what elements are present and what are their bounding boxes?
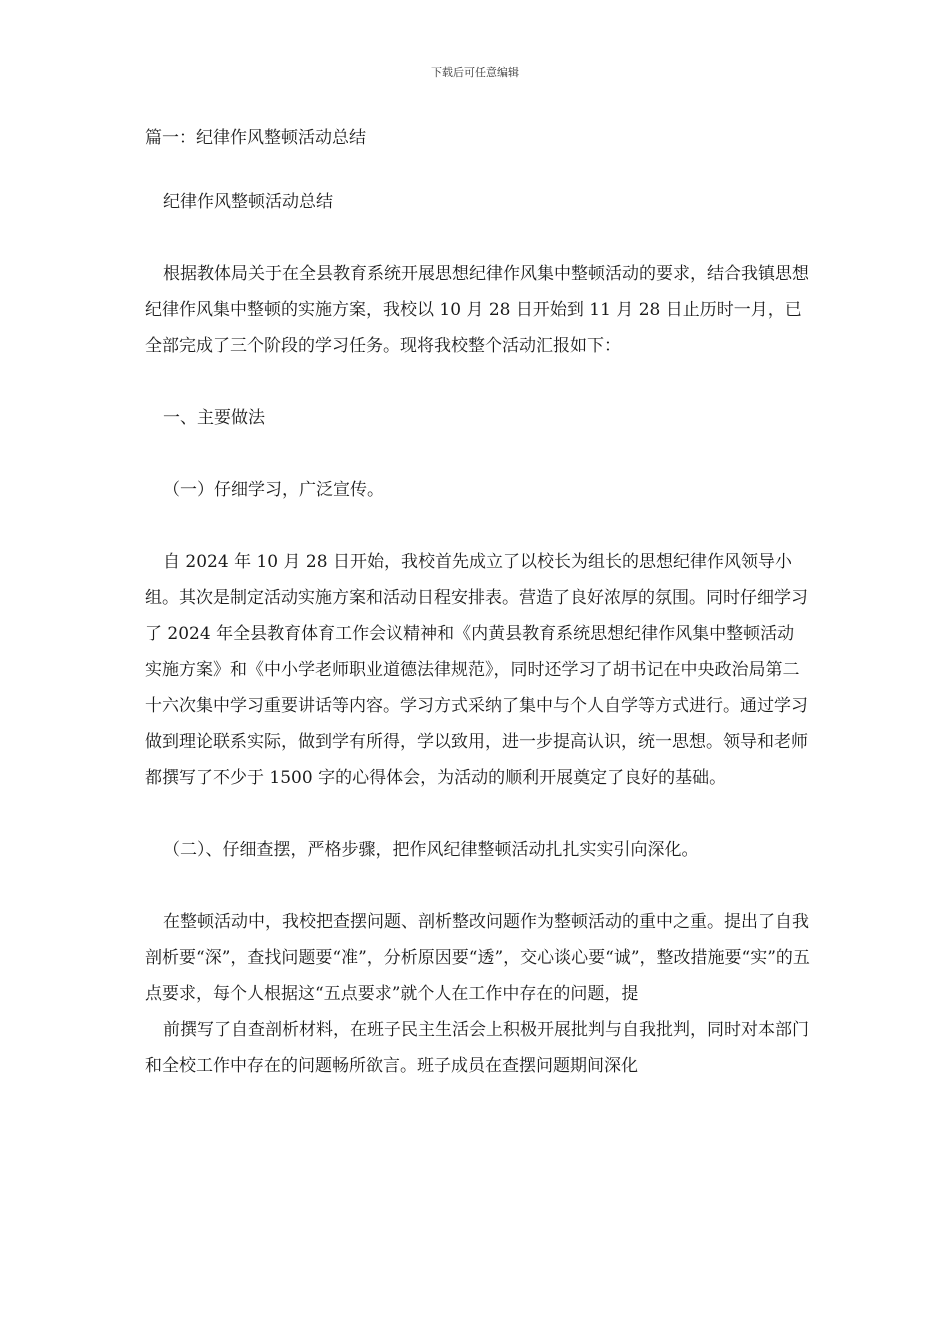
paragraph-inspection-continued: 前撰写了自查剖析材料，在班子民主生活会上积极开展批判与自我批判，同时对本部门和全校工作中存在的问题畅所欲言。班子成员在查摆问题期间深化 [145,1020,809,1076]
section-heading-main-practices: 一、主要做法 [163,408,265,428]
subsection-heading-study: （一）仔细学习，广泛宣传。 [163,480,384,500]
document-body [145,120,810,1084]
subsection-heading-inspection: （二）、仔细查摆，严格步骤，把作风纪律整顿活动扎扎实实引向深化。 [163,840,699,860]
document-subtitle: 纪律作风整顿活动总结 [163,192,333,212]
paragraph-study: 自 2024 年 10 月 28 日开始，我校首先成立了以校长为组长的思想纪律作风领导小组。其次是制定活动实施方案和活动日程安排表。营造了良好浓厚的氛围。同时仔细学习了 2024 年全县教育体育工作会议精神和《内黄县教育系统思想纪律作风集中整顿活动实施方案》和《中小学老师职业道德法律规范》，同时还学习了胡书记在中央政治局第二十六次集中学习重要讲话等内容。学习方式采纳了集中与个人自学等方式进行。通过学习做到理论联系实际，做到学有所得，学以致用，进一步提高认识，统一思想。领导和老师都撰写了不少于 1500 字的心得体会，为活动的顺利开展奠定了良好的基础。 [145,552,808,788]
paragraph-inspection: 在整顿活动中，我校把查摆问题、剖析整改问题作为整顿活动的重中之重。提出了自我剖析要“深”，查找问题要“准”，分析原因要“透”，交心谈心要“诚”，整改措施要“实”的五点要求，每个人根据这“五点要求”就个人在工作中存在的问题，提 [145,912,810,1004]
chapter-title: 篇一：纪律作风整顿活动总结 [145,128,366,148]
paragraph-intro: 根据教体局关于在全县教育系统开展思想纪律作风集中整顿活动的要求，结合我镇思想纪律作风集中整顿的实施方案，我校以 10 月 28 日开始到 11 月 28 日止历时一月，已全部完成了三个阶段的学习任务。现将我校整个活动汇报如下： [145,264,809,356]
page-header: 下载后可任意编辑 [431,66,519,79]
